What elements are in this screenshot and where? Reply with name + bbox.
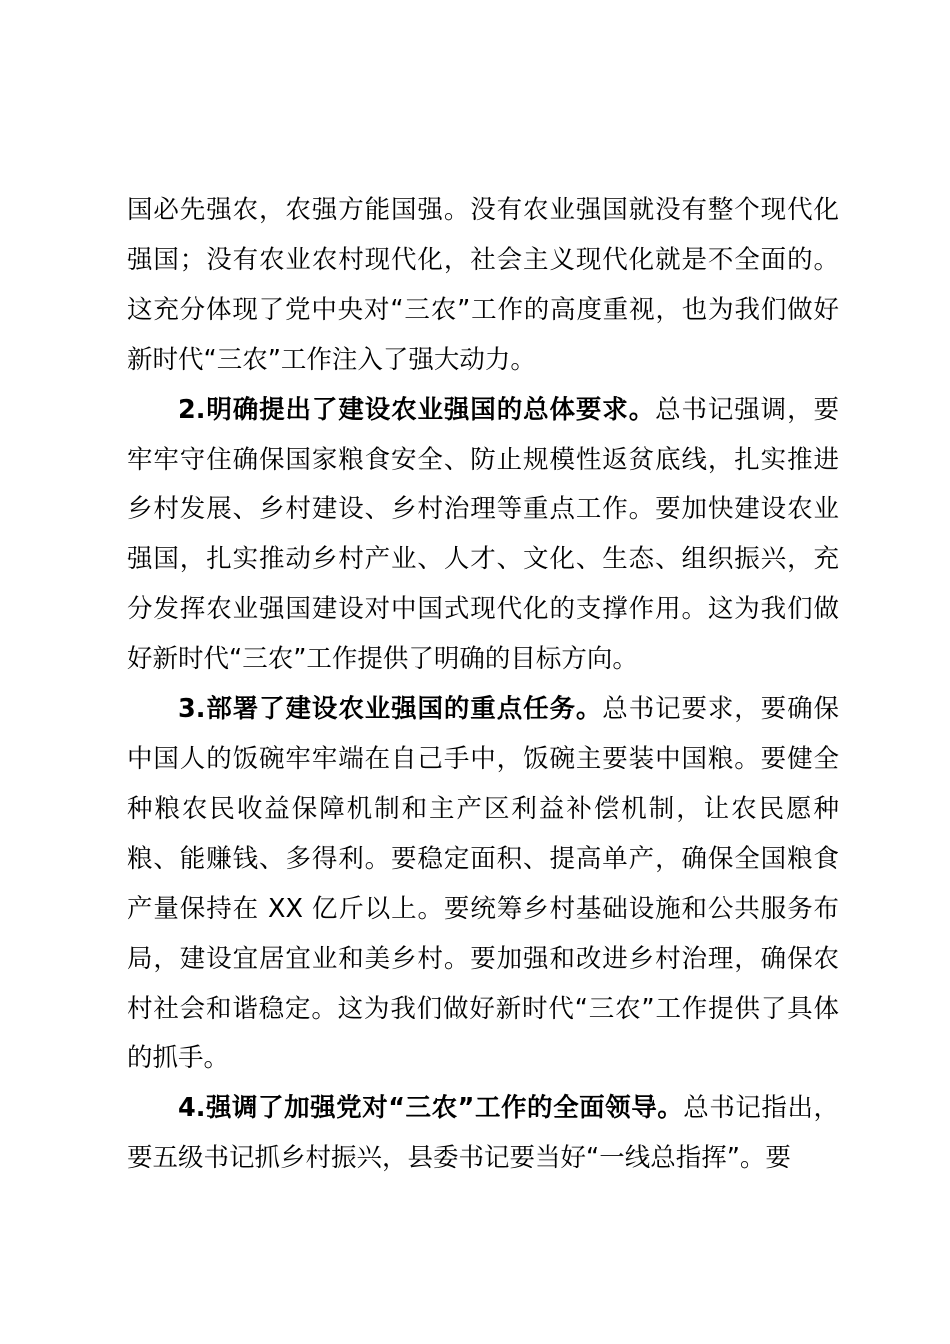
- paragraph-point-3: [127, 685, 839, 1084]
- paragraph-heading: 3.部署了建设农业强国的重点任务。: [178, 694, 603, 725]
- paragraph-point-4: [127, 1084, 839, 1184]
- paragraph-point-2: [127, 386, 839, 685]
- body-text: [127, 186, 839, 1184]
- paragraph-body: 国必先强农，农强方能国强。没有农业强国就没有整个现代化强国；没有农业农村现代化，社会主义现代化就是不全面的。这充分体现了党中央对“三农”工作的高度重视，也为我们做好新时代“三农”工作注入了强大动力。: [127, 195, 839, 375]
- paragraph-continuation: [127, 186, 839, 386]
- paragraph-heading: 2.明确提出了建设农业强国的总体要求。: [178, 394, 656, 425]
- paragraph-heading: 4.强调了加强党对“三农”工作的全面领导。: [178, 1093, 684, 1124]
- paragraph-body: 总书记指出，要五级书记抓乡村振兴，县委书记要当好“一线总指挥”。要: [127, 1093, 839, 1174]
- paragraph-body: 总书记强调，要牢牢守住确保国家粮食安全、防止规模性返贫底线，扎实推进乡村发展、乡村建设、乡村治理等重点工作。要加快建设农业强国，扎实推动乡村产业、人才、文化、生态、组织振兴，充分发挥农业强国建设对中国式现代化的支撑作用。这为我们做好新时代“三农”工作提供了明确的目标方向。: [127, 394, 839, 675]
- paragraph-body: 总书记要求，要确保中国人的饭碗牢牢端在自己手中，饭碗主要装中国粮。要健全种粮农民收益保障机制和主产区利益补偿机制，让农民愿种粮、能赚钱、多得利。要稳定面积、提高单产，确保全国粮食产量保持在 XX 亿斤以上。要统筹乡村基础设施和公共服务布局，建设宜居宜业和美乡村。要加强和改进乡村治理，确保农村社会和谐稳定。这为我们做好新时代“三农”工作提供了具体的抓手。: [127, 694, 839, 1074]
